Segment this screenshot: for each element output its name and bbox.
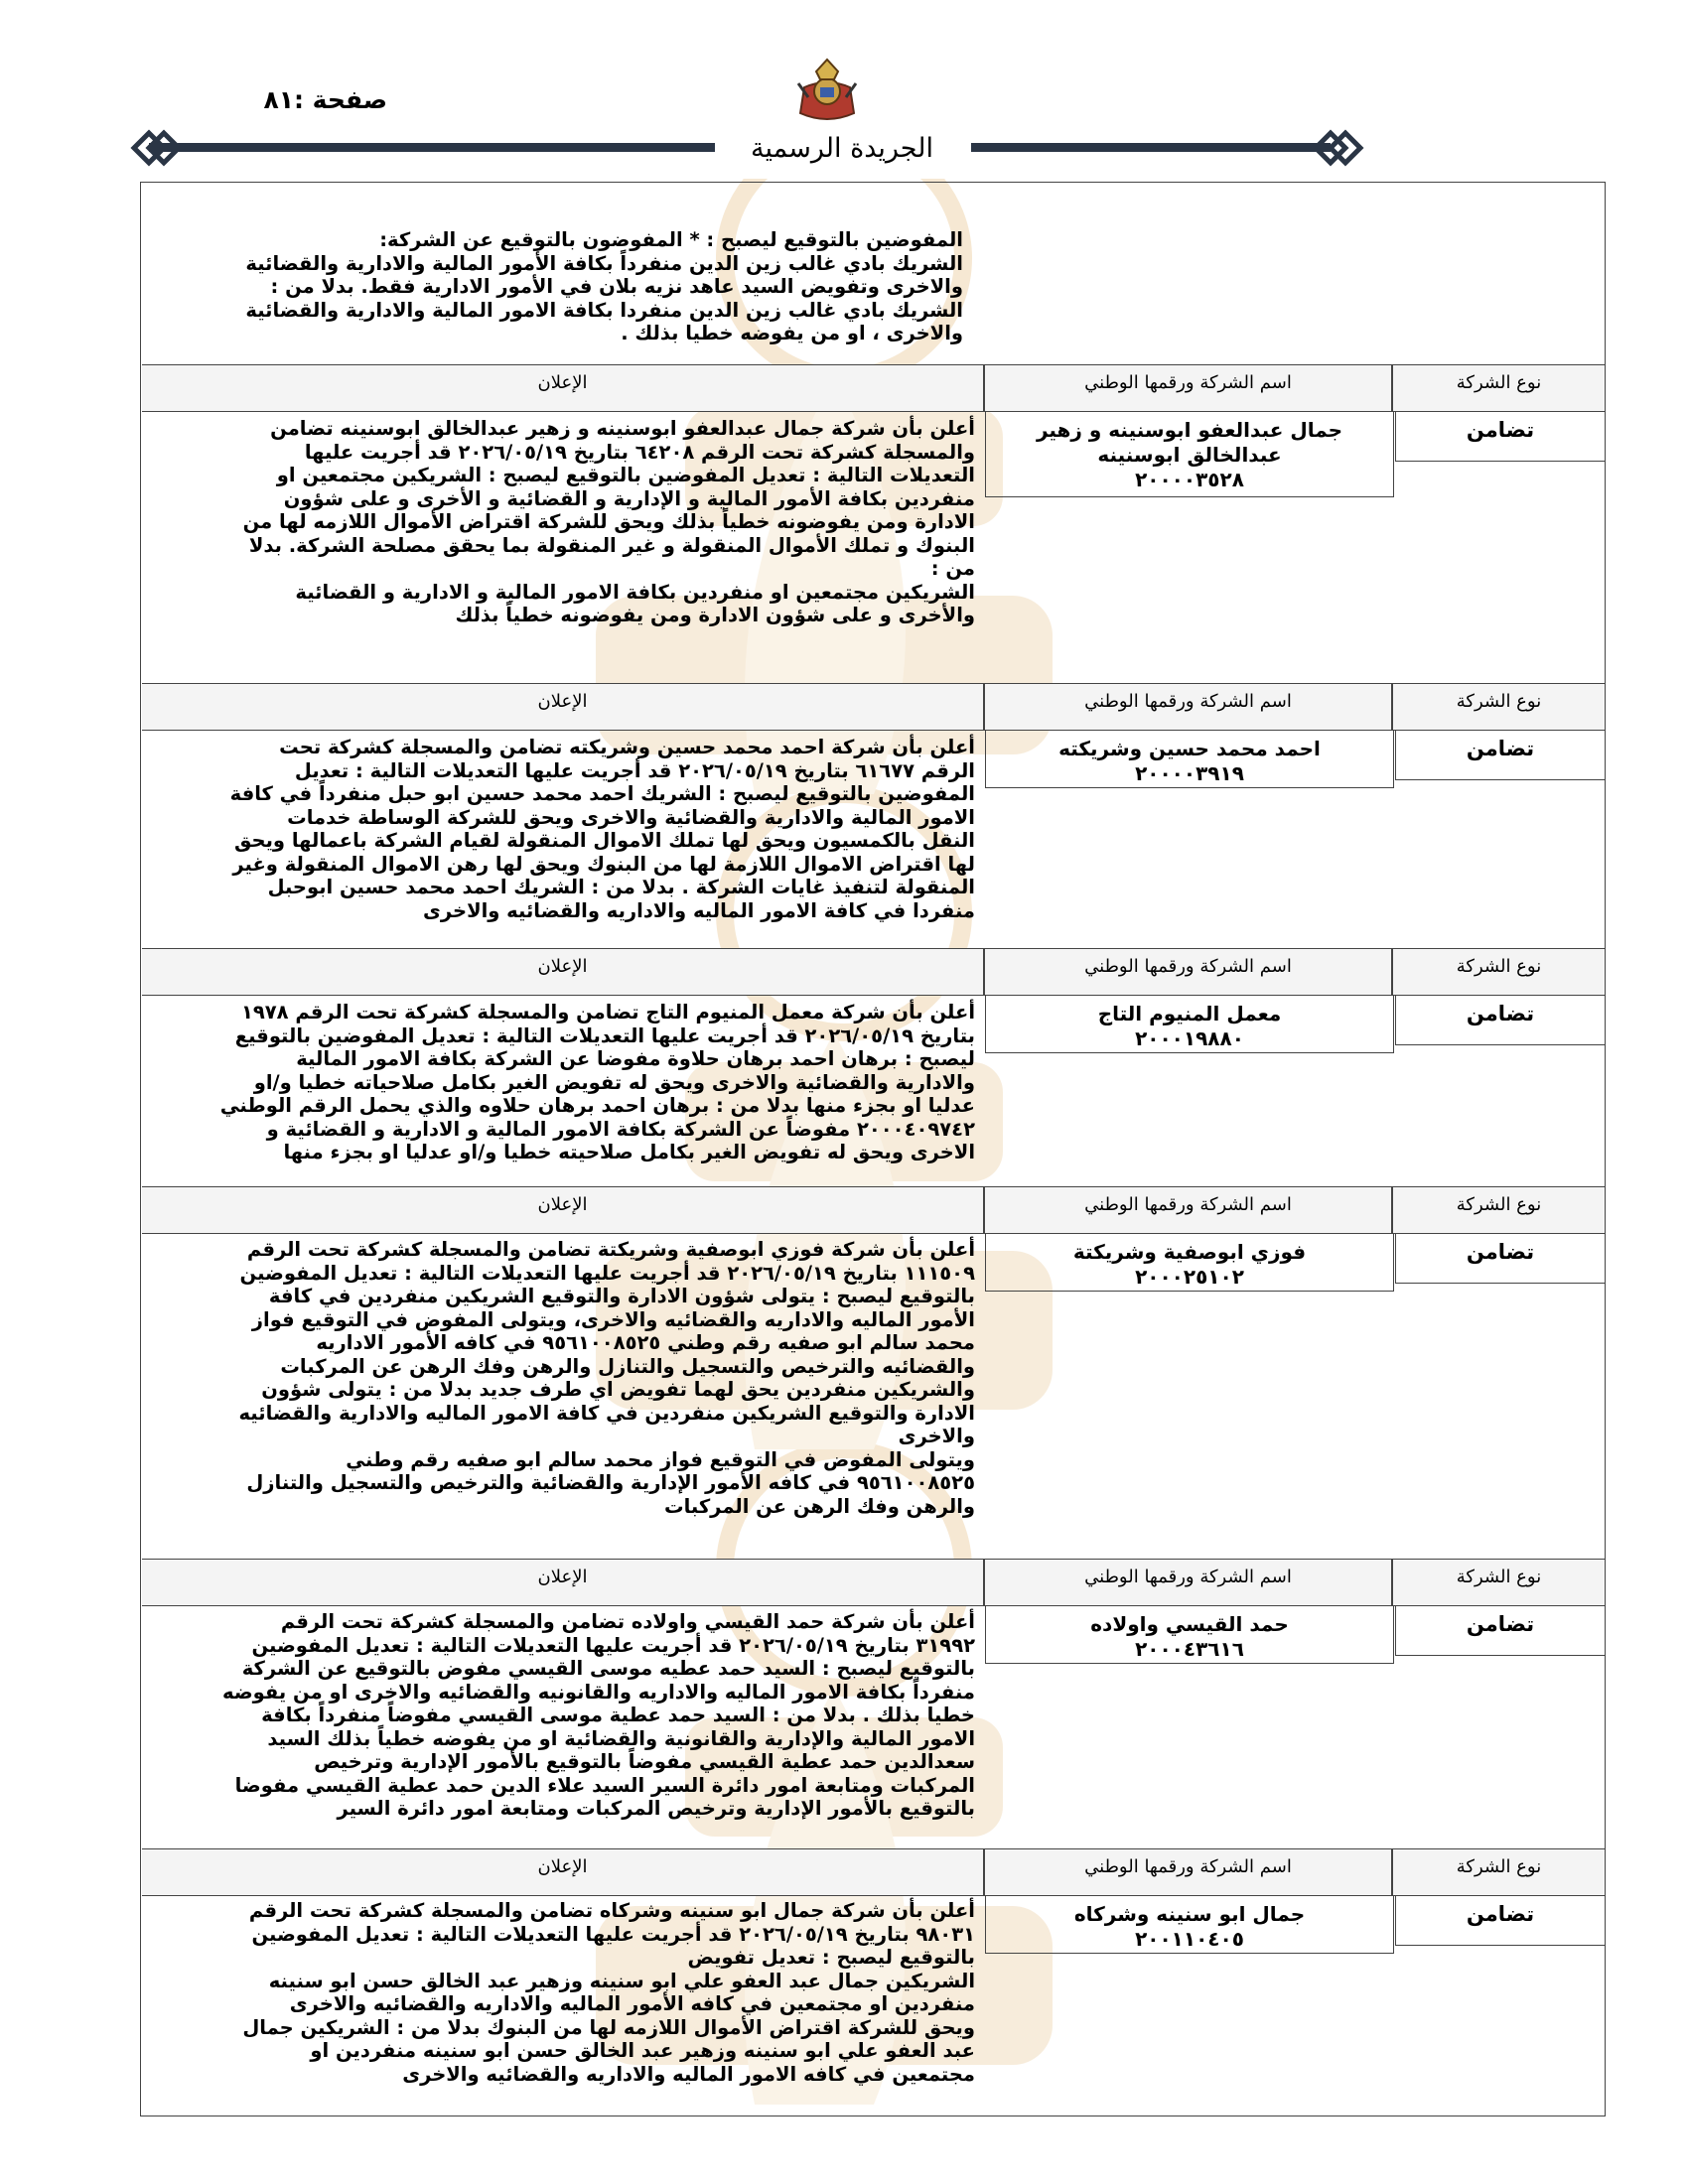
text-line: والاخرى ، او من يفوضه خطيا بذلك . xyxy=(621,322,963,344)
header-announcement: الإعلان xyxy=(537,956,588,977)
table-header-row xyxy=(142,364,1605,412)
header-company-type: نوع الشركة xyxy=(1456,956,1542,977)
text-line: منفردين بكافة الأمور المالية و الإدارية و القضائية و الأخرى و على شؤون xyxy=(283,486,975,510)
table-header-row xyxy=(142,1848,1605,1896)
text-line: ويحق للشركة اقتراض الأموال اللازمه لها من البنوك بدلا من : الشريكين جمال xyxy=(242,2015,975,2039)
text-line: والشريكين منفردين يحق لهما تفويض اي طرف جديد بدلا من : يتولى شؤون xyxy=(261,1378,975,1401)
company-type-cell: تضامن xyxy=(1395,1896,1606,1946)
national-number: ٢٠٠٠٤٣٦١٦ xyxy=(1135,1637,1244,1661)
text-line: والأخرى و على شؤون الادارة ومن يفوضونه خطياً بذلك xyxy=(455,604,975,626)
text-line: من : xyxy=(930,557,975,580)
text-line: ليصبح : برهان احمد برهان حلاوة مفوضا عن الشركة بكافة الامور المالية xyxy=(296,1047,975,1070)
company-name-cell xyxy=(985,1896,1394,1954)
text-line: الشريكين جمال عبد العفو علي ابو سنينه وزهير عبد الخالق حسن ابو سنينه xyxy=(268,1969,975,1992)
text-line: سعدالدين حمد عطية القيسي مفوضاً بالتوقيع بالأمور الإدارية وترخيص xyxy=(314,1750,975,1773)
text-line: منفردين او مجتمعين في كافه الأمور الماليه والاداريه والقضائيه والاخرى xyxy=(289,1992,975,2015)
text-line: المركبات ومتابعة امور دائرة السير السيد علاء الدين حمد عطية القيسي مفوضا xyxy=(234,1773,975,1797)
company-type-cell: تضامن xyxy=(1395,996,1606,1045)
text-line: البنوك و تملك الأموال المنقولة و غير المنقولة بما يحقق مصلحة الشركة. بدلا xyxy=(248,533,975,557)
text-line: منفرداً بكافة الامور الماليه والاداريه والقانونيه والقضائيه والاخرى او من يفوضه xyxy=(222,1680,975,1704)
text-line: بالتوقيع ليصبح : السيد حمد عطيه موسى القيسي مفوض بالتوقيع عن الشركة xyxy=(241,1657,975,1680)
text-line: مجتمعين في كافه الامور الماليه والاداريه والقضائيه والاخرى xyxy=(402,2062,975,2086)
text-line: لها اقتراض الاموال اللازمة لها من البنوك ويحق لها رهن الاموال المنقولة وغير xyxy=(232,852,975,876)
header-company-type: نوع الشركة xyxy=(1456,1194,1542,1215)
company-name-cell xyxy=(985,1606,1394,1664)
table-header-row xyxy=(142,683,1605,731)
header-company-name: اسم الشركة ورقمها الوطني xyxy=(1084,372,1292,393)
national-number: ٢٠٠٠٠٣٥٢٨ xyxy=(1135,468,1244,491)
national-number: ٢٠٠١١٠٤٠٥ xyxy=(1135,1927,1244,1951)
header-company-name: اسم الشركة ورقمها الوطني xyxy=(1084,956,1292,977)
text-line: ٣١٩٩٢ بتاريخ ٢٠٢٦/٠٥/١٩ قد أجريت عليها التعديلات التالية : تعديل المفوضين xyxy=(251,1633,975,1657)
text-line: المفوضين بالتوقيع ليصبح : * المفوضون بالتوقيع عن الشركة: xyxy=(379,228,963,251)
company-name: معمل المنيوم التاج xyxy=(1097,1002,1282,1025)
page-number: صفحة :٨١ xyxy=(263,85,387,114)
text-line: والادارية والقضائية والاخرى ويحق له تفويض الغير بكامل صلاحياته خطيا و/او xyxy=(253,1070,975,1094)
table-header-row xyxy=(142,1559,1605,1606)
company-name: احمد محمد حسين وشريكته xyxy=(1058,737,1321,760)
national-number: ٢٠٠٠١٩٨٨٠ xyxy=(1135,1026,1244,1050)
text-line: ٢٠٠٠٤٠٩٧٤٢ مفوضاً عن الشركة بكافة الامور المالية و الادارية و القضائية و xyxy=(266,1117,975,1141)
text-line: بالتوقيع ليصبح : يتولى شؤون الادارة والتوقيع الشريكين منفردين في كافة xyxy=(268,1285,975,1307)
company-name-cell xyxy=(985,731,1394,788)
header-announcement: الإعلان xyxy=(537,1567,588,1587)
company-name: فوزي ابوصفية وشريكتة xyxy=(1072,1240,1307,1264)
text-line: ٩٨٠٣١ بتاريخ ٢٠٢٦/٠٥/١٩ قد أجريت عليها التعديلات التالية : تعديل المفوضين xyxy=(251,1922,975,1946)
text-line: والمسجلة كشركة تحت الرقم ٦٤٢٠٨ بتاريخ ٢٠٢٦/٠٥/١٩ قد أجريت عليها xyxy=(304,440,975,464)
text-line: أعلن بأن شركة جمال عبدالعفو ابوسنينه و زهير عبدالخالق ابوسنينه تضامن xyxy=(270,417,975,440)
company-name: حمد القيسي واولاده xyxy=(1090,1612,1289,1636)
coat-of-arms-emblem xyxy=(790,54,864,127)
company-type-cell: تضامن xyxy=(1395,731,1606,780)
text-line: أعلن بأن شركة معمل المنيوم التاج تضامن والمسجلة كشركة تحت الرقم ١٩٧٨ xyxy=(240,1001,975,1024)
announcement-text xyxy=(149,1610,975,1821)
text-line: المفوضين بالتوقيع ليصبح : الشريك احمد محمد حسين ابو حبل منفرداً في كافة xyxy=(229,782,975,805)
header-company-name: اسم الشركة ورقمها الوطني xyxy=(1084,1856,1292,1877)
text-line: محمد سالم ابو صفيه رقم وطني ٩٥٦١٠٠٨٥٢٥ في كافه الأمور الاداريه xyxy=(316,1331,975,1354)
text-line: بالتوقيع ليصبح : تعديل تفويض xyxy=(687,1946,975,1969)
text-line: الرقم ٦١٦٧٧ بتاريخ ٢٠٢٦/٠٥/١٩ قد أجريت عليها التعديلات التالية : تعديل xyxy=(294,758,975,782)
text-line: والقضائيه والترخيص والتسجيل والتنازل والرهن وفك الرهن عن المركبات xyxy=(280,1354,975,1378)
ornament-knot-icon xyxy=(1311,123,1370,173)
announcement-text xyxy=(149,1238,975,1518)
header-rule-left xyxy=(149,143,715,152)
company-type-cell: تضامن xyxy=(1395,1606,1606,1656)
header-company-name: اسم الشركة ورقمها الوطني xyxy=(1084,1194,1292,1215)
table-header-row xyxy=(142,948,1605,996)
text-line: والاخرى وتفويض السيد عاهد نزيه بلان في الأمور الادارية فقط. بدلا من : xyxy=(270,275,963,298)
text-line: عبد العفو علي ابو سنينه وزهير عبد الخالق حسن ابو سنينه منفردين او xyxy=(310,2039,975,2062)
company-name-cell xyxy=(985,996,1394,1053)
header-company-type: نوع الشركة xyxy=(1456,1567,1542,1587)
header-company-type: نوع الشركة xyxy=(1456,1856,1542,1877)
text-line: والرهن وفك الرهن عن المركبات xyxy=(663,1494,975,1518)
text-line: أعلن بأن شركة جمال ابو سنينه وشركاه تضامن والمسجلة كشركة تحت الرقم xyxy=(248,1899,975,1922)
text-line: أعلن بأن شركة احمد محمد حسين وشريكته تضامن والمسجلة كشركة تحت xyxy=(279,736,975,758)
text-line: ٩٥٦١٠٠٨٥٢٥ في كافه الأمور الإدارية والقضائية والترخيص والتسجيل والتنازل xyxy=(246,1471,975,1494)
text-line: أعلن بأن شركة حمد القيسي واولاده تضامن والمسجلة كشركة تحت الرقم xyxy=(280,1610,975,1633)
ornament-knot-icon xyxy=(129,123,189,173)
text-line: الادارة والتوقيع الشريكين منفردين في كافة الامور الماليه والادارية والقضائيه xyxy=(238,1401,975,1425)
header-announcement: الإعلان xyxy=(537,691,588,712)
text-line: الشريك بادي غالب زين الدين منفرداً بكافة الأمور المالية والادارية والقضائية xyxy=(245,251,963,275)
continued-announcement xyxy=(149,228,963,345)
text-line: المنقولة لتنفيذ غايات الشركة . بدلا من : الشريك احمد محمد حسين ابوحبل xyxy=(267,876,975,898)
gazette-title: الجريدة الرسمية xyxy=(751,133,933,164)
text-line: النقل بالكمسيون ويحق لها تملك الاموال المنقولة لقيام الشركة باعمالها ويحق xyxy=(233,829,975,852)
text-line: الشريك بادي غالب زين الدين منفردا بكافة الامور المالية والادارية والقضائية xyxy=(245,298,963,322)
national-number: ٢٠٠٠٠٣٩١٩ xyxy=(1135,761,1244,785)
header-announcement: الإعلان xyxy=(537,372,588,393)
announcement-text xyxy=(149,736,975,922)
text-line: عدليا او بجزء منها بدلا من : برهان احمد برهان حلاوه والذي يحمل الرقم الوطني xyxy=(219,1094,975,1117)
announcement-text xyxy=(149,1001,975,1164)
company-type-cell: تضامن xyxy=(1395,412,1606,462)
text-line: منفردا في كافة الامور الماليه والاداريه والقضائيه والاخرى xyxy=(423,898,975,922)
text-line: والاخرى xyxy=(898,1425,975,1447)
company-type-cell: تضامن xyxy=(1395,1234,1606,1284)
company-name: جمال ابو سنينه وشركاه xyxy=(1073,1902,1306,1926)
text-line: أعلن بأن شركة فوزي ابوصفية وشريكتة تضامن والمسجلة كشركة تحت الرقم xyxy=(246,1238,975,1261)
table-header-row xyxy=(142,1186,1605,1234)
text-line: بالتوقيع بالأمور الإدارية وترخيص المركبات ومتابعة امور دائرة السير xyxy=(337,1797,975,1820)
header-company-type: نوع الشركة xyxy=(1456,372,1542,393)
national-number: ٢٠٠٠٢٥١٠٢ xyxy=(1135,1265,1244,1289)
text-line: الامور المالية والادارية والقضائية والاخرى ويحق للشركة الوساطة خدمات xyxy=(287,805,975,829)
company-name: عبدالخالق ابوسنينه xyxy=(1097,443,1282,467)
text-line: الاخرى ويحق له تفويض الغير بكامل صلاحيته خطيا و/او عدليا او بجزء منها xyxy=(283,1141,975,1163)
text-line: ويتولى المفوض في التوقيع فواز محمد سالم ابو صفيه رقم وطني xyxy=(346,1447,975,1471)
company-name: جمال عبدالعفو ابوسنينه و زهير xyxy=(1036,418,1343,442)
header-company-type: نوع الشركة xyxy=(1456,691,1542,712)
header-company-name: اسم الشركة ورقمها الوطني xyxy=(1084,691,1292,712)
text-line: خطيا بذلك . بدلا من : السيد حمد عطية موسى القيسي مفوضاً منفرداً بكافة xyxy=(261,1704,975,1726)
text-line: الامور المالية والإدارية والقانونية والقضائية او من يفوضه خطياً بذلك السيد xyxy=(267,1726,975,1750)
header-company-name: اسم الشركة ورقمها الوطني xyxy=(1084,1567,1292,1587)
announcement-text xyxy=(149,1899,975,2086)
text-line: الأمور الماليه والاداريه والقضائيه والاخرى، ويتولى المفوض في التوقيع فواز xyxy=(251,1307,975,1331)
text-line: الشريكين مجتمعين او منفردين بكافة الامور المالية و الادارية و القضائية xyxy=(295,580,975,604)
header-announcement: الإعلان xyxy=(537,1194,588,1215)
company-name-cell xyxy=(985,412,1394,497)
header-rule-right xyxy=(971,143,1331,152)
announcement-text xyxy=(149,417,975,627)
header-announcement: الإعلان xyxy=(537,1856,588,1877)
company-name-cell xyxy=(985,1234,1394,1292)
text-line: التعديلات التالية : تعديل المفوضين بالتوقيع ليصبح : الشريكين مجتمعين او xyxy=(276,464,975,486)
text-line: الادارة ومن يفوضونه خطياً بذلك ويحق للشركة اقتراض الأموال اللازمه لها من xyxy=(242,510,975,533)
text-line: بتاريخ ٢٠٢٦/٠٥/١٩ قد أجريت عليها التعديلات التالية : تعديل المفوضين بالتوقيع xyxy=(234,1024,975,1047)
text-line: ١١١٥٠٩ بتاريخ ٢٠٢٦/٠٥/١٩ قد أجريت عليها التعديلات التالية : تعديل المفوضين xyxy=(239,1261,975,1285)
